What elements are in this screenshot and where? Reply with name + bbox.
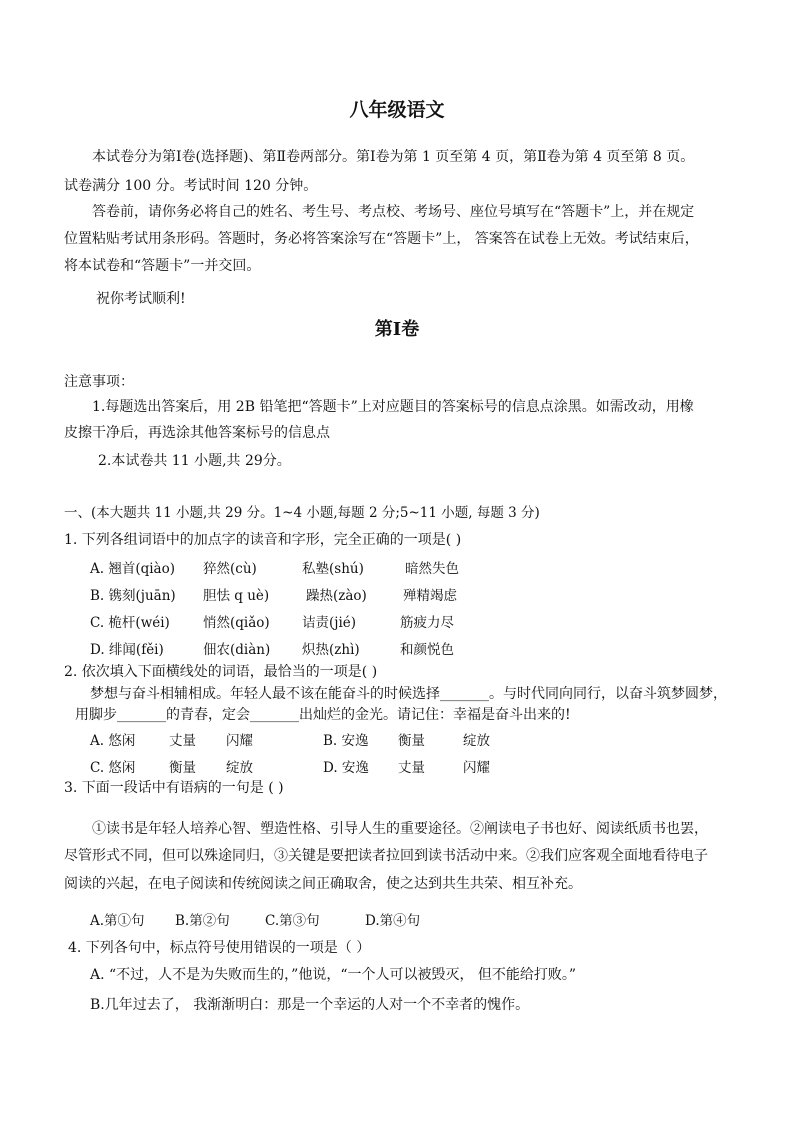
- q4-option-a: A. “不过，人不是为失败而生的，”他说，“一个人可以被毁灭， 但不能给打败。”: [90, 967, 577, 983]
- q2-option-b: B. 安逸: [323, 733, 369, 749]
- q2-passage-line: 用脚步_______的青春，定会_______出灿烂的金光。请记住：幸福是奋斗出来的!: [75, 707, 571, 723]
- q3-passage-line: 阅读的兴起，在电子阅读和传统阅读之间正确取舍，使之达到共生共荣、相互补充。: [64, 876, 582, 892]
- q1-option-c: C. 桅杆(wéi): [90, 615, 170, 631]
- q2-stem: 2. 依次填入下面横线处的词语，最恰当的一项是( ): [64, 664, 378, 680]
- q3-stem: 3. 下面一段话中有语病的一句是 ( ): [64, 780, 284, 796]
- q1-option-a-word: 暗然失色: [405, 561, 459, 577]
- q1-option-d: D. 绯闻(fěi): [90, 642, 164, 658]
- note-line: 2.本试卷共 11 小题,共 29分。: [98, 453, 291, 469]
- q2-option-a: A. 悠闲: [90, 733, 136, 749]
- intro-line: 答卷前，请你务必将自己的姓名、考生号、考点校、考场号、座位号填写在“答题卡”上，并在规定: [92, 204, 695, 220]
- intro-line: 本试卷分为第Ⅰ卷(选择题)、第Ⅱ卷两部分。第Ⅰ卷为第 1 页至第 4 页，第Ⅱ卷为第 4 页至第 8 页。: [92, 149, 695, 165]
- section-title: 第Ⅰ卷: [374, 319, 420, 340]
- q2-option-a-word: 闪耀: [226, 733, 253, 749]
- q2-option-c: C. 悠闲: [90, 760, 136, 776]
- q4-option-b: B.几年过去了， 我渐渐明白：那是一个幸运的人对一个不幸者的愧作。: [90, 997, 530, 1013]
- q3-option-d: D.第④句: [365, 913, 421, 929]
- part-heading: 一、(本大题共 11 小题,共 29 分。1~4 小题,每题 2 分;5~11 小题, 每题 3 分): [64, 505, 540, 521]
- wish-text: 祝你考试顺利!: [96, 291, 186, 307]
- exam-title: 八年级语文: [349, 99, 445, 121]
- q2-option-d-word: 闪耀: [463, 760, 490, 776]
- q1-option-a-word: 私塾(shú): [302, 561, 364, 577]
- q1-option-b-word: 胆怯 q uè): [203, 588, 270, 604]
- q3-option-a: A.第①句: [90, 913, 145, 929]
- intro-line: 试卷满分 100 分。考试时间 120 分钟。: [64, 178, 318, 194]
- intro-line: 位置粘贴考试用条形码。答题时，务必将答案涂写在“答题卡”上， 答案答在试卷上无效。考试结束后，: [64, 231, 699, 247]
- note-line: 1.每题选出答案后，用 2B 铅笔把“答题卡”上对应题目的答案标号的信息点涂黑。如需改动，用橡: [92, 399, 694, 415]
- q1-option-c-word: 筋疲力尽: [400, 615, 454, 631]
- q1-option-d-word: 佃农(diàn): [203, 642, 271, 658]
- note-line: 皮擦干净后，再选涂其他答案标号的信息点: [64, 425, 330, 441]
- q1-stem: 1. 下列各组词语中的加点字的读音和字形，完全正确的一项是( ): [64, 532, 462, 548]
- q2-option-b-word: 绽放: [463, 733, 490, 749]
- q4-stem: 4. 下列各句中，标点符号使用错误的一项是（ ）: [68, 940, 371, 956]
- q1-option-b: B. 镌刻(juān): [90, 588, 176, 604]
- q3-option-b: B.第②句: [175, 913, 230, 929]
- q1-option-c-word: 诘责(jié): [302, 615, 357, 631]
- q2-option-b-word: 衡量: [398, 733, 425, 749]
- q3-passage-line: 尽管形式不同，但可以殊途同归，③关键是要把读者拉回到读书活动中来。②我们应客观全面地看待电子: [64, 848, 708, 864]
- q3-option-c: C.第③句: [265, 913, 320, 929]
- q2-option-c-word: 衡量: [169, 760, 196, 776]
- q2-option-c-word: 绽放: [226, 760, 253, 776]
- q1-option-a: A. 翘首(qiào): [90, 561, 176, 577]
- q1-option-b-word: 躁热(zào): [306, 588, 367, 604]
- q2-option-d-word: 丈量: [398, 760, 425, 776]
- q1-option-b-word: 殚精竭虑: [403, 588, 457, 604]
- intro-line: 将本试卷和“答题卡”一并交回。: [64, 258, 261, 274]
- q1-option-d-word: 炽热(zhì): [302, 642, 360, 658]
- q2-option-d: D. 安逸: [323, 760, 369, 776]
- q3-passage-line: ①读书是年轻人培养心智、塑造性格、引导人生的重要途径。②阐读电子书也好、阅读纸质书也罢，: [92, 821, 708, 837]
- q1-option-a-word: 猝然(cù): [203, 561, 257, 577]
- q1-option-d-word: 和颜悦色: [400, 642, 454, 658]
- q2-option-a-word: 丈量: [169, 733, 196, 749]
- notes-heading: 注意事项：: [64, 374, 134, 390]
- q2-passage-line: 梦想与奋斗相辅相成。年轻人最不该在能奋斗的时候选择_______。与时代同向同行，以奋斗筑梦圆梦，: [90, 686, 727, 702]
- q1-option-c-word: 悄然(qiǎo): [203, 615, 270, 631]
